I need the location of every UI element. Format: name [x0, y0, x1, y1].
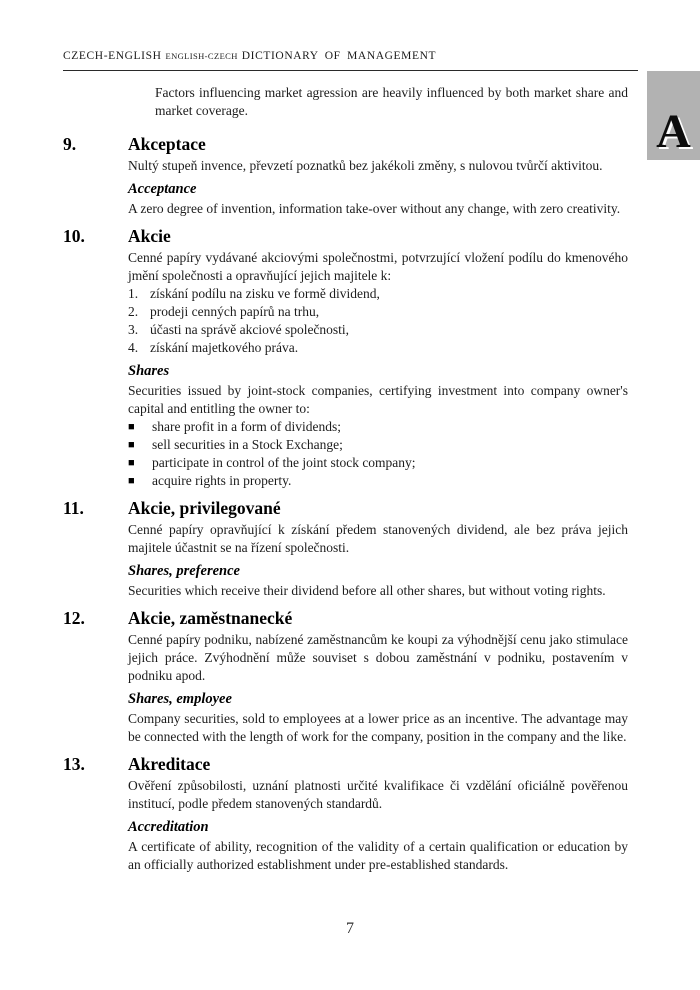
english-bullet-list — [128, 418, 628, 490]
section-letter: A — [656, 105, 691, 159]
entry-def-en: Company securities, sold to employees at a lower price as an incentive. The advantage may be connected with the length of work for the company, position in the company and the like. — [128, 711, 628, 744]
entry-13 — [63, 746, 628, 874]
list-item-number: 3. — [128, 322, 139, 337]
list-item-text: účasti na správě akciové společnosti, — [150, 322, 350, 337]
czech-numbered-list — [128, 285, 628, 357]
entry-term-en: Accreditation — [128, 819, 209, 835]
entry-def-en: A certificate of ability, recognition of the validity of a certain qualification or education by an officially authorized establishment under pre-established standards. — [128, 839, 628, 872]
entry-number: 12. — [63, 608, 85, 628]
entry-def-cs: Cenné papíry vydávané akciovými společnostmi, potvrzující vložení podílu do kmenového jmění společnosti a opravňující jejich majitele k: — [128, 250, 628, 283]
entry-def-en: Securities which receive their dividend before all other shares, but without voting rights. — [128, 583, 606, 598]
square-bullet-icon: ■ — [128, 421, 135, 433]
entry-term-en: Shares, preference — [128, 563, 240, 579]
running-head-dictionary: DICTIONARY OF MANAGEMENT — [241, 50, 437, 62]
entry-9 — [63, 126, 628, 218]
list-item-text: prodeji cenných papírů na trhu, — [150, 304, 320, 319]
thumb-index-tab — [647, 71, 700, 160]
list-item — [128, 436, 628, 454]
entry-def-cs: Ověření způsobilosti, uznání platnosti určité kvalifikace či vzdělání oficiálně pověřenou institucí, podle předem stanovených standardů. — [128, 778, 628, 811]
list-item — [128, 418, 628, 436]
square-bullet-icon: ■ — [128, 457, 135, 469]
entry-term-cs: Akcie, privilegované — [128, 498, 281, 518]
entry-number: 10. — [63, 226, 85, 246]
continued-paragraph: Factors influencing market agression are heavily influenced by both market share and market coverage. — [155, 85, 628, 118]
entry-def-cs: Nultý stupeň invence, převzetí poznatků bez jakékoli změny, s nulovou tvůrčí aktivitou. — [128, 158, 603, 173]
list-item-number: 2. — [128, 304, 139, 319]
running-head-czech-english: CZECH-ENGLISH — [63, 50, 162, 62]
square-bullet-icon: ■ — [128, 439, 135, 451]
page-number: 7 — [346, 920, 354, 937]
running-head — [63, 46, 638, 64]
page-content — [63, 84, 628, 874]
entry-term-en: Shares, employee — [128, 691, 232, 707]
list-item — [128, 472, 628, 490]
list-item — [128, 339, 628, 357]
list-item-text: participate in control of the joint stock company; — [152, 455, 416, 470]
entry-term-cs: Akcie, zaměstnanecké — [128, 608, 293, 628]
entry-12 — [63, 600, 628, 746]
entry-def-cs: Cenné papíry podniku, nabízené zaměstnancům ke koupi za výhodnější cenu jako stimulace jejich práce. Zvýhodnění může souviset s dobou zaměstnání v podniku, postavením v podniku apod. — [128, 632, 628, 683]
entry-def-en: Securities issued by joint-stock companies, certifying investment into company owner's capital and entitling the owner to: — [128, 383, 628, 416]
list-item — [128, 321, 628, 339]
list-item-number: 4. — [128, 340, 139, 355]
list-item — [128, 285, 628, 303]
list-item-text: získání podílu na zisku ve formě dividend, — [150, 286, 380, 301]
list-item-text: acquire rights in property. — [152, 473, 292, 488]
entry-number: 13. — [63, 754, 85, 774]
list-item-text: sell securities in a Stock Exchange; — [152, 437, 343, 452]
entry-term-en: Acceptance — [128, 181, 197, 197]
list-item-text: share profit in a form of dividends; — [152, 419, 341, 434]
entry-term-en: Shares — [128, 363, 170, 379]
entry-term-cs: Akreditace — [128, 754, 211, 774]
header-rule — [63, 70, 638, 71]
entry-number: 11. — [63, 498, 84, 518]
entry-11 — [63, 490, 628, 600]
entry-number: 9. — [63, 134, 77, 154]
square-bullet-icon: ■ — [128, 475, 135, 487]
list-item — [128, 303, 628, 321]
list-item — [128, 454, 628, 472]
entry-term-cs: Akceptace — [128, 134, 206, 154]
entry-def-en: A zero degree of invention, information take-over without any change, with zero creativity. — [128, 201, 621, 216]
list-item-text: získání majetkového práva. — [150, 340, 299, 355]
list-item-number: 1. — [128, 286, 139, 301]
entry-term-cs: Akcie — [128, 226, 171, 246]
entry-def-cs: Cenné papíry opravňující k získání předem stanovených dividend, ale bez práva jejich majitele účastnit se na řízení společnosti. — [128, 522, 628, 555]
running-head-english-czech: ENGLISH-CZECH — [165, 51, 238, 61]
entry-10 — [63, 218, 628, 490]
